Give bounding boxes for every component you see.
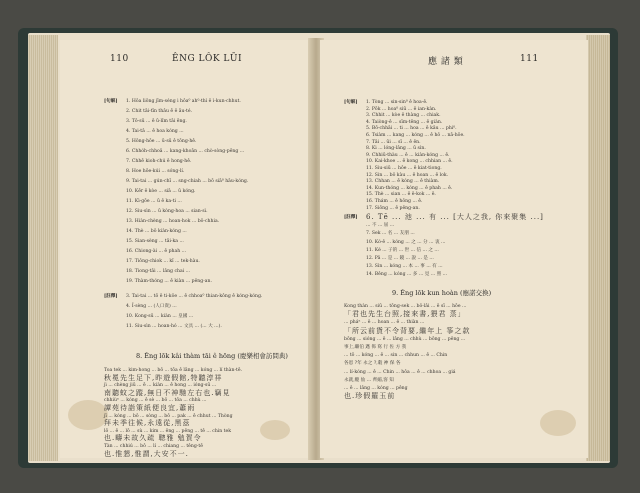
- text-line: 17. Tiông-chiok ... kî ... tek-hàu.: [126, 259, 200, 264]
- text-line: 3. Tō-sū ... ê ū-lîm tāi ēng.: [126, 119, 187, 124]
- right-page: [320, 40, 588, 458]
- text-line: 2. Chit tāi-tīn thâu ē ê āu-té.: [126, 109, 193, 114]
- text-line: 10. Kó-ê ... kóng ... 之 ... 分 ... 衷 ...: [366, 239, 446, 245]
- text-line: 「所云前貨不令背要,繼年上 筝之款: [344, 326, 471, 335]
- text-line: 12. Sin ... bô kàu ... ê hoan ... ê lok.: [366, 172, 449, 178]
- text-line: 秋冕先生足下,昨遊假館,特聽淳祥: [104, 373, 223, 382]
- text-line: 3. Tai-tai ... tō ê ti-kôe ... ê chhoa⁰ thian-kông ê kóng-kóng.: [126, 294, 263, 299]
- text-line: 7. Chhē kioh-chú ê hong-hê.: [126, 159, 192, 164]
- text-line: 譚苑待詣策紙便良宜,蕭雨: [104, 404, 196, 412]
- text-line: 10. Kai-khoe ... ê kong ... chhian ... ê.: [366, 159, 453, 165]
- text-line: 2. Pōk ... hoa⁰ siū ... ê ian-kàn.: [366, 106, 437, 112]
- page-stain: [540, 410, 576, 436]
- page-stain: [68, 400, 108, 430]
- page-number: 110: [110, 54, 129, 64]
- section-title: 9. Êng lōk kun hoàn (應諾交換): [392, 289, 492, 297]
- text-line: 6. Tsiàm ... kang ... kóng ... ê hô ... nā-hōe.: [366, 133, 465, 138]
- page-number: 111: [520, 54, 539, 64]
- text-line: 5. Bō-chhāi ... ti ... hoa ... ê kâu ... phi⁰.: [366, 126, 457, 132]
- text-line: 8. Hoe hōe-kúi ... sóng-lí.: [126, 169, 185, 174]
- text-line: 4. Tai-tâ ... ê hoa kóng ...: [126, 129, 184, 134]
- text-line: 南聽蚊之蹤,無日不神馳左右也.竊見: [104, 388, 231, 397]
- page-stain: [260, 420, 290, 440]
- text-line: 12. Pâ ... 是 ... 鏡 ... 說 ... 是 ...: [366, 256, 434, 261]
- text-line: 13. Hiàn-chèng ... hoan-hok ... bô-chhia.: [126, 219, 220, 224]
- text-line: 14. Bêng ... kóng ... 多 ... 見 ... 照 ...: [366, 272, 448, 278]
- section-title: 8. Êng lōk kâi thàm tāi ê hōng (慶樂相會訪問典): [136, 352, 288, 360]
- text-line: jī ... kóng ... bô ... sòng ... bô ... pak ... ê chhut ... Thòng: [104, 413, 233, 419]
- text-line: 6. Tē ... 池 ... 有 ... [大人之我, 你來聚集 ...]: [366, 213, 544, 221]
- text-line: 永就,縱 仙 ... 齊縮,客 知: [344, 377, 394, 383]
- block-tag: [註釋]: [104, 294, 118, 299]
- text-line: 也.珍假羅玉前: [344, 392, 396, 401]
- text-line: 16. Chiong-ài ... ê phah ...: [126, 249, 187, 254]
- text-line: 也.疇未故久疏 聰雅 勉賀令: [104, 434, 202, 443]
- text-line: ... pháⁿ ... ê ... hoan ... ê ... thiàn ...: [344, 320, 425, 326]
- running-head: 應 諸 類: [428, 57, 464, 67]
- text-line: ... tō ... kóng ... ê ... sin ... chhun ... ê ... Chin: [344, 353, 448, 359]
- text-line: 11. Siu-sìn ... hoan-hó ... 文具 ... (... 大 ...).: [126, 324, 222, 329]
- text-line: 11. Kì-gōe ... ū ê ka-ti ...: [126, 199, 182, 204]
- text-line: Toa tek ... kim-hong ... bô ... tōa ê lāng ... kóng ... lí thàn-tē.: [104, 368, 243, 373]
- text-line: 3. Chhit ... kòe ê thàng ... chiak.: [366, 113, 441, 119]
- text-line: 16. Thám ... ê hông ... ê.: [366, 199, 423, 204]
- text-line: 7. Tāi ... ūi ... sī ... ê ên.: [366, 139, 421, 145]
- block-tag: [句解]: [344, 100, 358, 105]
- left-page: [60, 40, 312, 458]
- text-line: 事上,繼伯 邁 佈 寫 行 佐 方 我: [344, 345, 407, 350]
- text-line: 1. Tòng ... sin-sin⁰ ê hoa-ê.: [366, 100, 428, 105]
- text-line: 13. Sìn ... kóng ... 本 ... 事 ... 有 ...: [366, 264, 443, 270]
- text-line: 7. Sek ... 名 ... 友朋 ...: [366, 231, 415, 237]
- text-line: 15. Sian-sèng ... tāi-ka ...: [126, 239, 184, 244]
- text-line: 「君也先生台照,接來書,猥君 蒸」: [344, 310, 466, 319]
- right-page-stack-edge: [586, 35, 610, 461]
- text-line: 14. Kun-thóng ... kóng ... ê phah ... ê.: [366, 185, 453, 191]
- text-line: 10. Kēr ê kòe ... siā ... ū kóng.: [126, 189, 196, 194]
- text-line: Kong thàn ... siū ... tōng-sek ... bô-lâi ... ê sī ... hōe ...: [344, 304, 467, 309]
- text-line: 15. Thè ... sian ... ê ê-kok ... ê.: [366, 192, 436, 198]
- text-line: 6. Chhóh-chhoâ ... kang-khoān ... chò-sòng-pēng ...: [126, 149, 245, 154]
- text-line: 14. Thè ... bô kiàn-kóng ...: [126, 229, 187, 234]
- text-line: 各恩 ?年 永之 ?,穀 神 保 各: [344, 361, 401, 367]
- text-line: 9. Chhiū-thàu ... ê ... kiàn-kóng ... ê.: [366, 152, 450, 158]
- text-line: 17. Siōng ... ê pêng-an.: [366, 205, 420, 211]
- running-head: ÊNG LÔK LŪI: [172, 54, 243, 64]
- text-line: 9. Tai-tai ... gún-chī ... sng-chiah ... bō siā⁰ hāu-kóng.: [126, 179, 249, 184]
- text-line: chhiùⁿ ... kóng ... ê sè ... bô ... tōa ... chhù ...: [104, 398, 207, 404]
- text-line: 11. Ké ... 子的 ... 世 ... 信 ... 之 ...: [366, 247, 439, 253]
- text-line: 也.惟懇,惟謂,大安不一.: [104, 449, 189, 458]
- text-line: 4. Taiòng-ê ... sīm-tēng ... ê giàn.: [366, 119, 443, 125]
- text-line: 5. Hông-hōe ... ū-sū ê tōng-hê.: [126, 139, 197, 144]
- text-line: Tàn ... chhiú ... bô ... lí ... chiang ... têng-tē: [104, 444, 203, 449]
- text-line: 4. Ī-sèng ... (人口貴) ...: [126, 304, 177, 309]
- text-line: jì ... chèng jiū ... ē ... kiàn ... ê hong ... ióng-sū ...: [104, 383, 217, 389]
- text-line: 19. Thàm-thóng ... ê kiàn ... pêng-an.: [126, 279, 212, 284]
- text-line: 8. Ki ... lóng-lâng ... ū sìn.: [366, 146, 426, 152]
- text-line: 13. Chhan ... ē kóng ... ê thiàm.: [366, 179, 440, 185]
- text-line: 18. Tiong-tāi ... lâng chai ...: [126, 269, 191, 274]
- text-line: ... 不 ... 屈 ...: [366, 223, 395, 229]
- left-page-stack-edge: [28, 35, 58, 461]
- text-line: 12. Siu-sìn ... ū kòng-hoa ... sian-sì.: [126, 209, 208, 214]
- text-line: bōng ... sióng ... ê ... lâng ... chhù ... bōng ... pêng ...: [344, 336, 466, 342]
- block-tag: [句解]: [104, 99, 118, 104]
- block-tag: [註釋]: [344, 215, 358, 220]
- text-line: 10. Kong-sū ... kiàn ... 皇國 ...: [126, 314, 194, 319]
- text-line: 1. Hôa liông jīm-séng i hôa⁰ ah⁰-thì ê ì-kun-chhut.: [126, 99, 241, 104]
- text-line: 拜未季往候,永遠從,黑茲: [104, 419, 191, 428]
- text-line: lō ... ê ... lō ... sù ... kim ... êng ... pêng ... tê ... chin tek: [104, 428, 232, 434]
- text-line: ... lí-kóng ... ê ... Chin ... hôa ... ê ... chhoa ... giá: [344, 369, 456, 375]
- text-line: ... ê ... lâng ... kóng ... pêng: [344, 386, 408, 391]
- text-line: 11. Siu-siū ... hôe ... ê kiat-tiong.: [366, 166, 442, 171]
